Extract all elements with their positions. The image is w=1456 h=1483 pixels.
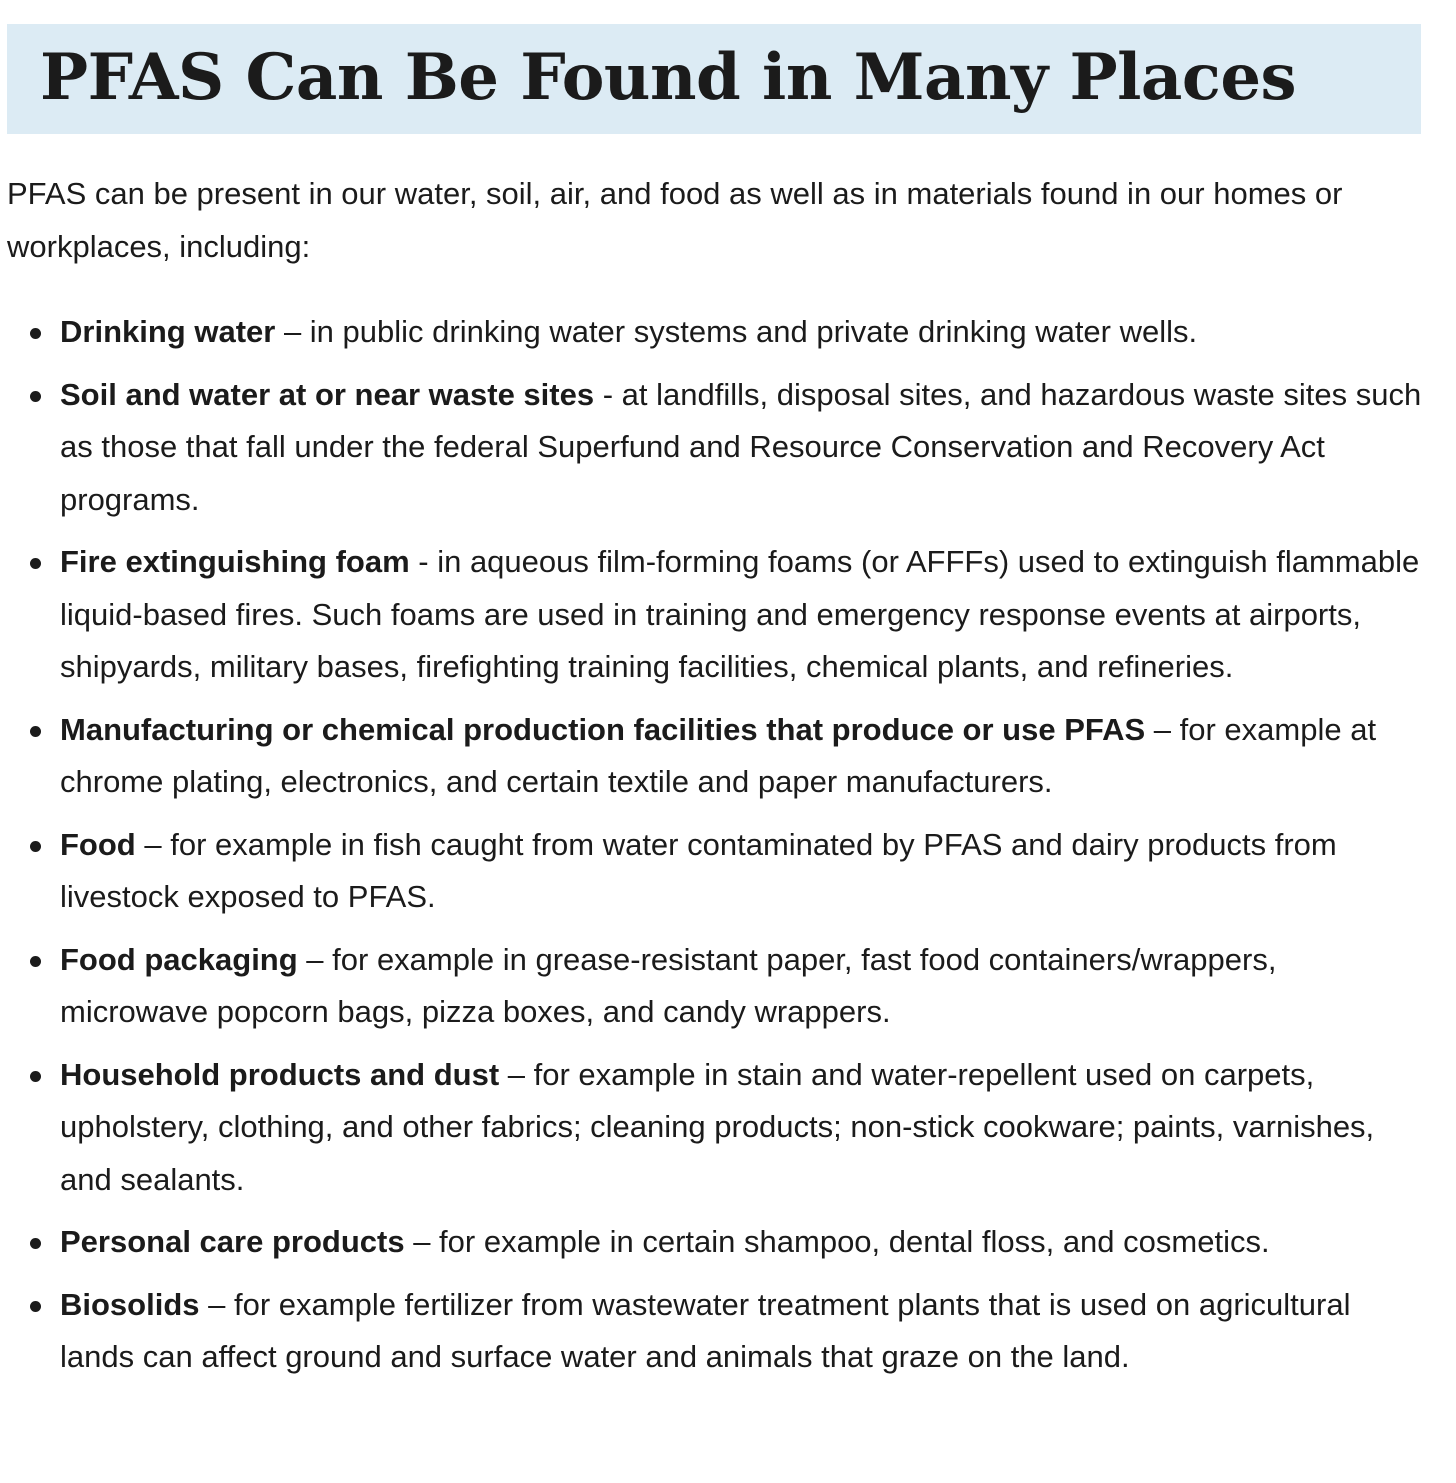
list-item [60,1279,1430,1384]
bullet-icon [30,1071,41,1082]
item-description: – for example in fish caught from water contaminated by PFAS and dairy products from livestock exposed to PFAS. [60,826,1337,914]
list-item [60,1216,1430,1269]
item-description: - at landfills, disposal sites, and hazardous waste sites such as those that fall under the federal Superfund and Resource Conservation and Recovery Act programs. [60,376,1422,517]
title-banner [7,24,1421,134]
intro-paragraph: PFAS can be present in our water, soil, air, and food as well as in materials found in our homes or workplaces, including: [7,176,1343,264]
item-description: - in aqueous film-forming foams (or AFFFs) used to extinguish flammable liquid-based fires. Such foams are used in training and emergency response events at airports, shipyards, military bases, firefighting training facilities, chemical plants, and refineries. [60,544,1420,684]
item-term: Food packaging [60,941,298,977]
item-description: – for example in certain shampoo, dental floss, and cosmetics. [404,1224,1270,1259]
item-description: – in public drinking water systems and private drinking water wells. [275,314,1198,349]
bullet-icon [30,558,41,569]
item-term: Household products and dust [60,1056,500,1092]
list-item [60,704,1430,809]
bullet-icon [30,726,41,737]
bullet-icon [30,956,41,967]
bullet-icon [30,1238,41,1249]
item-term: Personal care products [60,1224,405,1259]
item-term: Drinking water [60,314,276,349]
bullet-icon [30,1301,41,1312]
list-item [60,536,1430,694]
list-item [60,369,1430,527]
item-description: – for example fertilizer from wastewater treatment plants that is used on agricultural lands can affect ground and surface water and animals that graze on the land. [60,1286,1351,1374]
list-item [60,1049,1430,1207]
bullet-icon [30,841,41,852]
bullet-icon [30,328,41,339]
list-item [60,306,1430,359]
item-term: Manufacturing or chemical production facilities that produce or use PFAS [60,711,1146,747]
item-term: Food [60,826,136,862]
item-description: – for example in grease-resistant paper, fast food containers/wrappers, microwave popcorn bags, pizza boxes, and candy wrappers. [60,941,1277,1029]
sources-list [0,306,1430,1394]
item-term: Soil and water at or near waste sites [60,376,595,412]
item-term: Biosolids [60,1286,200,1322]
item-term: Fire extinguishing foam [60,544,410,579]
item-description: – for example at chrome plating, electronics, and certain textile and paper manufacturers. [60,711,1377,799]
item-description: – for example in stain and water-repellent used on carpets, upholstery, clothing, and other fabrics; cleaning products; non-stick cookware; paints, varnishes, and sealants. [60,1056,1375,1197]
list-item [60,819,1430,924]
list-item [60,934,1430,1039]
page-title: PFAS Can Be Found in Many Places [40,40,1297,115]
bullet-icon [30,391,41,402]
